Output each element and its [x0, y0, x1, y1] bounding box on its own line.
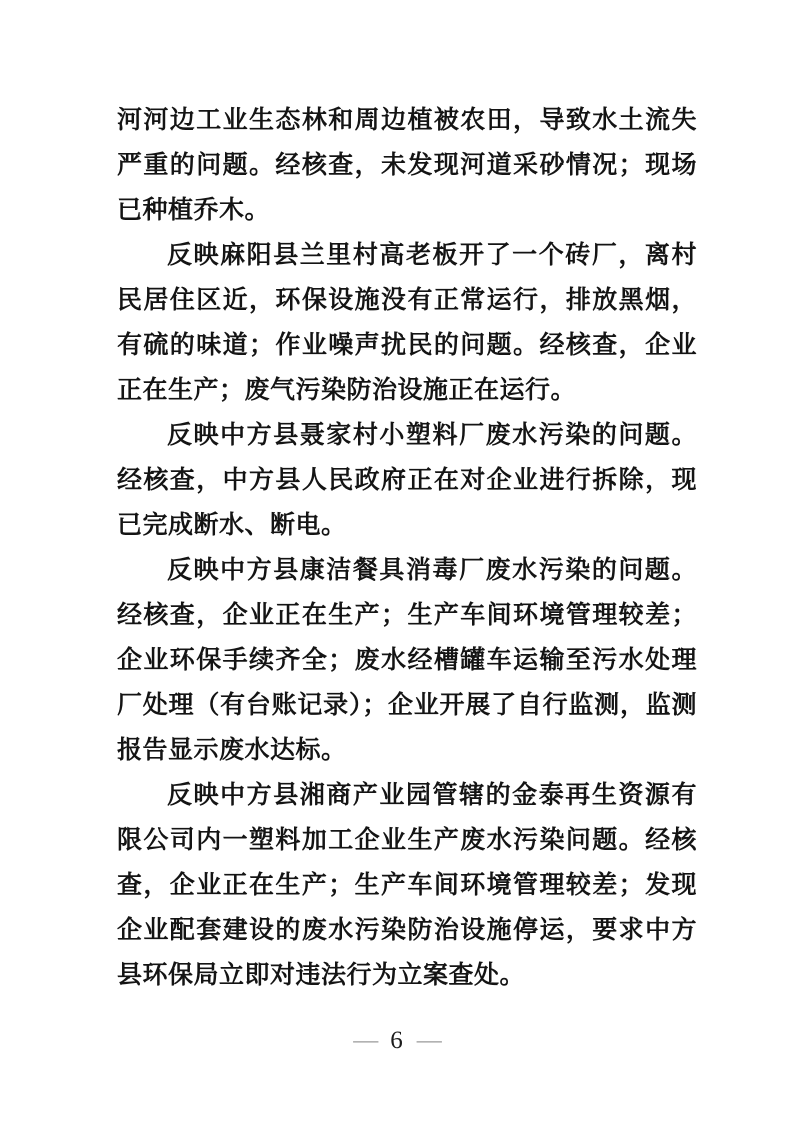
paragraph: 反映中方县康洁餐具消毒厂废水污染的问题。经核查，企业正在生产；生产车间环境管理较差；企业环保手续齐全；废水经槽罐车运输至污水处理厂处理（有台账记录）；企业开展了自行监测，监测报告显示废水达标。	[117, 557, 697, 764]
document-body	[117, 98, 697, 998]
footer-dash-left: —	[353, 1027, 377, 1054]
footer-dash-right: —	[416, 1027, 440, 1054]
paragraph: 反映中方县湘商产业园管辖的金泰再生资源有限公司内一塑料加工企业生产废水污染问题。经核查，企业正在生产；生产车间环境管理较差；发现企业配套建设的废水污染防治设施停运，要求中方县环保局立即对违法行为立案查处。	[117, 782, 697, 989]
page-footer	[0, 1026, 793, 1056]
page-number: 6	[390, 1027, 403, 1054]
paragraph: 反映中方县聂家村小塑料厂废水污染的问题。经核查，中方县人民政府正在对企业进行拆除，现已完成断水、断电。	[117, 422, 697, 539]
paragraph: 反映麻阳县兰里村高老板开了一个砖厂，离村民居住区近，环保设施没有正常运行，排放黑烟，有硫的味道；作业噪声扰民的问题。经核查，企业正在生产；废气污染防治设施正在运行。	[117, 242, 697, 404]
paragraph: 河河边工业生态林和周边植被农田，导致水土流失严重的问题。经核查，未发现河道采砂情况；现场已种植乔木。	[117, 107, 697, 224]
